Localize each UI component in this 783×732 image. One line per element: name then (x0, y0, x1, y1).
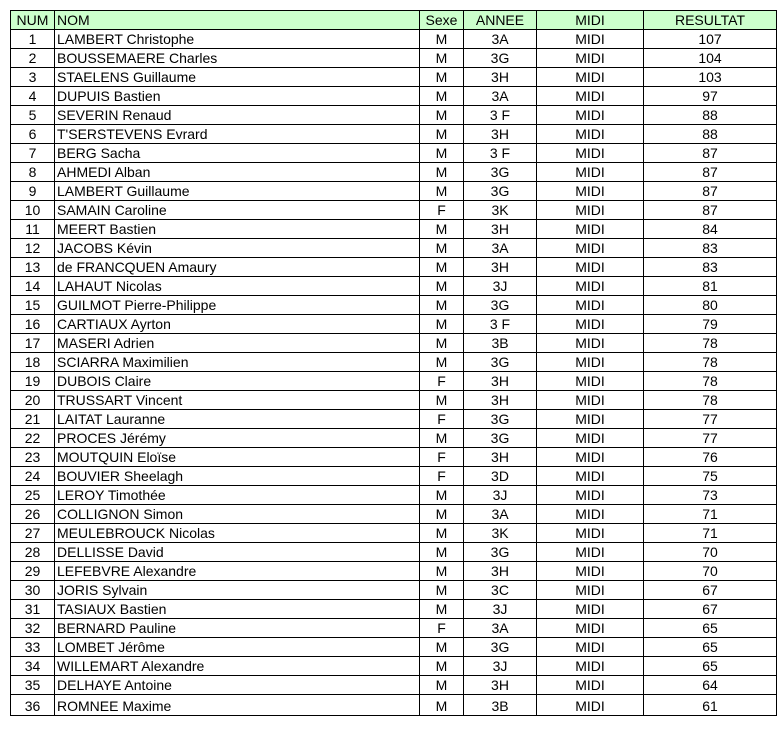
cell-num: 11 (11, 220, 55, 239)
header-annee: ANNEE (464, 11, 537, 30)
table-row (11, 543, 777, 562)
table-row (11, 562, 777, 581)
cell-resultat: 78 (644, 334, 777, 353)
cell-num: 17 (11, 334, 55, 353)
table-row (11, 315, 777, 334)
cell-sexe: F (420, 372, 464, 391)
cell-num: 6 (11, 125, 55, 144)
cell-nom: BOUSSEMAERE Charles (55, 49, 420, 68)
cell-sexe: F (420, 619, 464, 638)
cell-sexe: M (420, 543, 464, 562)
cell-nom: JORIS Sylvain (55, 581, 420, 600)
cell-sexe: M (420, 163, 464, 182)
cell-sexe: M (420, 258, 464, 277)
cell-resultat: 104 (644, 49, 777, 68)
table-row (11, 87, 777, 106)
cell-nom: DELHAYE Antoine (55, 676, 420, 695)
header-midi: MIDI (537, 11, 644, 30)
header-row (11, 11, 777, 30)
cell-resultat: 87 (644, 163, 777, 182)
header-resultat: RESULTAT (644, 11, 777, 30)
cell-midi: MIDI (537, 676, 644, 695)
cell-annee: 3J (464, 486, 537, 505)
cell-sexe: M (420, 30, 464, 49)
cell-resultat: 65 (644, 638, 777, 657)
cell-annee: 3H (464, 676, 537, 695)
cell-annee: 3G (464, 163, 537, 182)
cell-num: 28 (11, 543, 55, 562)
cell-resultat: 65 (644, 619, 777, 638)
cell-annee: 3J (464, 277, 537, 296)
cell-midi: MIDI (537, 619, 644, 638)
cell-midi: MIDI (537, 68, 644, 87)
cell-annee: 3D (464, 467, 537, 486)
cell-annee: 3 F (464, 106, 537, 125)
cell-annee: 3J (464, 657, 537, 676)
table-row (11, 239, 777, 258)
cell-sexe: M (420, 277, 464, 296)
cell-annee: 3H (464, 125, 537, 144)
cell-resultat: 65 (644, 657, 777, 676)
cell-nom: MOUTQUIN Eloïse (55, 448, 420, 467)
cell-nom: LAHAUT Nicolas (55, 277, 420, 296)
cell-midi: MIDI (537, 296, 644, 315)
cell-annee: 3G (464, 638, 537, 657)
cell-resultat: 70 (644, 562, 777, 581)
cell-midi: MIDI (537, 258, 644, 277)
cell-nom: SEVERIN Renaud (55, 106, 420, 125)
cell-nom: PROCES Jérémy (55, 429, 420, 448)
cell-num: 32 (11, 619, 55, 638)
cell-midi: MIDI (537, 505, 644, 524)
cell-annee: 3H (464, 562, 537, 581)
cell-resultat: 87 (644, 182, 777, 201)
cell-nom: LEROY Timothée (55, 486, 420, 505)
cell-nom: MASERI Adrien (55, 334, 420, 353)
cell-nom: CARTIAUX Ayrton (55, 315, 420, 334)
table-row (11, 429, 777, 448)
cell-num: 10 (11, 201, 55, 220)
cell-sexe: M (420, 562, 464, 581)
cell-resultat: 71 (644, 524, 777, 543)
cell-num: 3 (11, 68, 55, 87)
table-row (11, 619, 777, 638)
cell-nom: DUBOIS Claire (55, 372, 420, 391)
cell-sexe: M (420, 106, 464, 125)
table-row (11, 68, 777, 87)
table-row (11, 676, 777, 695)
cell-nom: JACOBS Kévin (55, 239, 420, 258)
cell-sexe: F (420, 201, 464, 220)
cell-num: 31 (11, 600, 55, 619)
table-row (11, 467, 777, 486)
cell-annee: 3K (464, 524, 537, 543)
cell-sexe: M (420, 68, 464, 87)
table-row (11, 30, 777, 49)
cell-nom: BERNARD Pauline (55, 619, 420, 638)
cell-resultat: 77 (644, 410, 777, 429)
cell-sexe: M (420, 657, 464, 676)
cell-sexe: F (420, 467, 464, 486)
table-row (11, 695, 777, 716)
cell-midi: MIDI (537, 106, 644, 125)
cell-num: 4 (11, 87, 55, 106)
cell-sexe: M (420, 524, 464, 543)
cell-nom: ROMNEE Maxime (55, 695, 420, 716)
cell-annee: 3G (464, 353, 537, 372)
cell-midi: MIDI (537, 125, 644, 144)
cell-annee: 3H (464, 391, 537, 410)
cell-midi: MIDI (537, 429, 644, 448)
cell-annee: 3B (464, 334, 537, 353)
cell-midi: MIDI (537, 391, 644, 410)
cell-midi: MIDI (537, 353, 644, 372)
cell-annee: 3 F (464, 144, 537, 163)
header-sexe: Sexe (420, 11, 464, 30)
cell-nom: BERG Sacha (55, 144, 420, 163)
table-row (11, 353, 777, 372)
cell-num: 29 (11, 562, 55, 581)
cell-nom: BOUVIER Sheelagh (55, 467, 420, 486)
cell-annee: 3A (464, 87, 537, 106)
cell-midi: MIDI (537, 524, 644, 543)
cell-resultat: 107 (644, 30, 777, 49)
cell-resultat: 77 (644, 429, 777, 448)
cell-midi: MIDI (537, 277, 644, 296)
cell-midi: MIDI (537, 657, 644, 676)
cell-sexe: M (420, 429, 464, 448)
cell-midi: MIDI (537, 600, 644, 619)
cell-midi: MIDI (537, 486, 644, 505)
cell-num: 35 (11, 676, 55, 695)
table-row (11, 391, 777, 410)
cell-annee: 3G (464, 410, 537, 429)
table-row (11, 524, 777, 543)
cell-midi: MIDI (537, 182, 644, 201)
cell-annee: 3G (464, 429, 537, 448)
cell-resultat: 78 (644, 391, 777, 410)
cell-resultat: 75 (644, 467, 777, 486)
table-row (11, 372, 777, 391)
cell-resultat: 103 (644, 68, 777, 87)
cell-annee: 3H (464, 220, 537, 239)
cell-nom: WILLEMART Alexandre (55, 657, 420, 676)
cell-midi: MIDI (537, 30, 644, 49)
cell-num: 26 (11, 505, 55, 524)
results-table (10, 10, 777, 716)
cell-resultat: 70 (644, 543, 777, 562)
cell-midi: MIDI (537, 315, 644, 334)
cell-sexe: F (420, 410, 464, 429)
cell-midi: MIDI (537, 372, 644, 391)
cell-num: 30 (11, 581, 55, 600)
cell-nom: MEERT Bastien (55, 220, 420, 239)
cell-annee: 3B (464, 695, 537, 716)
cell-midi: MIDI (537, 201, 644, 220)
cell-midi: MIDI (537, 562, 644, 581)
table-row (11, 505, 777, 524)
table-row (11, 296, 777, 315)
cell-sexe: M (420, 334, 464, 353)
cell-nom: T'SERSTEVENS Evrard (55, 125, 420, 144)
cell-nom: LEFEBVRE Alexandre (55, 562, 420, 581)
cell-resultat: 83 (644, 239, 777, 258)
cell-nom: de FRANCQUEN Amaury (55, 258, 420, 277)
cell-resultat: 76 (644, 448, 777, 467)
cell-resultat: 87 (644, 201, 777, 220)
cell-annee: 3G (464, 182, 537, 201)
cell-num: 1 (11, 30, 55, 49)
cell-nom: MEULEBROUCK Nicolas (55, 524, 420, 543)
table-row (11, 581, 777, 600)
cell-sexe: M (420, 638, 464, 657)
cell-midi: MIDI (537, 49, 644, 68)
table-row (11, 220, 777, 239)
cell-annee: 3H (464, 68, 537, 87)
cell-nom: AHMEDI Alban (55, 163, 420, 182)
cell-annee: 3A (464, 30, 537, 49)
cell-sexe: M (420, 315, 464, 334)
cell-num: 18 (11, 353, 55, 372)
cell-num: 34 (11, 657, 55, 676)
table-row (11, 125, 777, 144)
cell-num: 27 (11, 524, 55, 543)
cell-annee: 3H (464, 448, 537, 467)
cell-sexe: M (420, 125, 464, 144)
table-row (11, 448, 777, 467)
cell-sexe: M (420, 581, 464, 600)
table-row (11, 258, 777, 277)
cell-nom: LAMBERT Guillaume (55, 182, 420, 201)
cell-sexe: M (420, 695, 464, 716)
cell-annee: 3H (464, 372, 537, 391)
cell-resultat: 67 (644, 581, 777, 600)
cell-sexe: M (420, 144, 464, 163)
cell-midi: MIDI (537, 87, 644, 106)
table-row (11, 182, 777, 201)
table-row (11, 49, 777, 68)
cell-annee: 3C (464, 581, 537, 600)
cell-annee: 3J (464, 600, 537, 619)
cell-num: 13 (11, 258, 55, 277)
cell-num: 20 (11, 391, 55, 410)
cell-midi: MIDI (537, 334, 644, 353)
cell-sexe: M (420, 182, 464, 201)
cell-annee: 3 F (464, 315, 537, 334)
cell-nom: LOMBET Jérôme (55, 638, 420, 657)
cell-sexe: F (420, 448, 464, 467)
cell-midi: MIDI (537, 410, 644, 429)
cell-sexe: M (420, 391, 464, 410)
table-row (11, 638, 777, 657)
cell-sexe: M (420, 676, 464, 695)
cell-resultat: 67 (644, 600, 777, 619)
cell-midi: MIDI (537, 239, 644, 258)
cell-nom: COLLIGNON Simon (55, 505, 420, 524)
cell-sexe: M (420, 505, 464, 524)
header-nom: NOM (55, 11, 420, 30)
table-row (11, 277, 777, 296)
cell-midi: MIDI (537, 543, 644, 562)
cell-midi: MIDI (537, 581, 644, 600)
table-row (11, 201, 777, 220)
cell-resultat: 79 (644, 315, 777, 334)
cell-nom: DELLISSE David (55, 543, 420, 562)
cell-sexe: M (420, 600, 464, 619)
table-row (11, 486, 777, 505)
cell-sexe: M (420, 239, 464, 258)
cell-num: 19 (11, 372, 55, 391)
cell-num: 36 (11, 695, 55, 716)
cell-sexe: M (420, 353, 464, 372)
cell-nom: SCIARRA Maximilien (55, 353, 420, 372)
table-row (11, 163, 777, 182)
cell-annee: 3A (464, 619, 537, 638)
cell-nom: DUPUIS Bastien (55, 87, 420, 106)
cell-nom: TASIAUX Bastien (55, 600, 420, 619)
cell-midi: MIDI (537, 220, 644, 239)
cell-nom: LAITAT Lauranne (55, 410, 420, 429)
cell-nom: STAELENS Guillaume (55, 68, 420, 87)
table-row (11, 600, 777, 619)
cell-num: 24 (11, 467, 55, 486)
cell-nom: TRUSSART Vincent (55, 391, 420, 410)
cell-resultat: 73 (644, 486, 777, 505)
cell-resultat: 64 (644, 676, 777, 695)
cell-midi: MIDI (537, 695, 644, 716)
table-row (11, 410, 777, 429)
cell-resultat: 84 (644, 220, 777, 239)
cell-midi: MIDI (537, 163, 644, 182)
table-row (11, 657, 777, 676)
cell-annee: 3G (464, 296, 537, 315)
cell-num: 15 (11, 296, 55, 315)
cell-num: 25 (11, 486, 55, 505)
cell-num: 5 (11, 106, 55, 125)
cell-nom: LAMBERT Christophe (55, 30, 420, 49)
cell-sexe: M (420, 49, 464, 68)
cell-annee: 3A (464, 505, 537, 524)
cell-resultat: 97 (644, 87, 777, 106)
cell-resultat: 80 (644, 296, 777, 315)
cell-num: 21 (11, 410, 55, 429)
cell-sexe: M (420, 220, 464, 239)
cell-annee: 3G (464, 543, 537, 562)
cell-resultat: 87 (644, 144, 777, 163)
cell-num: 22 (11, 429, 55, 448)
cell-sexe: M (420, 87, 464, 106)
cell-num: 33 (11, 638, 55, 657)
cell-annee: 3A (464, 239, 537, 258)
cell-num: 8 (11, 163, 55, 182)
cell-resultat: 78 (644, 353, 777, 372)
cell-num: 2 (11, 49, 55, 68)
cell-midi: MIDI (537, 638, 644, 657)
cell-resultat: 78 (644, 372, 777, 391)
cell-resultat: 88 (644, 125, 777, 144)
cell-midi: MIDI (537, 467, 644, 486)
cell-midi: MIDI (537, 448, 644, 467)
cell-resultat: 88 (644, 106, 777, 125)
table-row (11, 144, 777, 163)
cell-sexe: M (420, 296, 464, 315)
cell-resultat: 71 (644, 505, 777, 524)
header-num: NUM (11, 11, 55, 30)
cell-resultat: 81 (644, 277, 777, 296)
cell-sexe: M (420, 486, 464, 505)
cell-nom: SAMAIN Caroline (55, 201, 420, 220)
cell-resultat: 83 (644, 258, 777, 277)
cell-annee: 3K (464, 201, 537, 220)
cell-num: 23 (11, 448, 55, 467)
cell-nom: GUILMOT Pierre-Philippe (55, 296, 420, 315)
cell-num: 12 (11, 239, 55, 258)
table-row (11, 334, 777, 353)
cell-annee: 3H (464, 258, 537, 277)
cell-midi: MIDI (537, 144, 644, 163)
table-row (11, 106, 777, 125)
cell-num: 16 (11, 315, 55, 334)
cell-num: 14 (11, 277, 55, 296)
cell-annee: 3G (464, 49, 537, 68)
cell-resultat: 61 (644, 695, 777, 716)
cell-num: 7 (11, 144, 55, 163)
cell-num: 9 (11, 182, 55, 201)
